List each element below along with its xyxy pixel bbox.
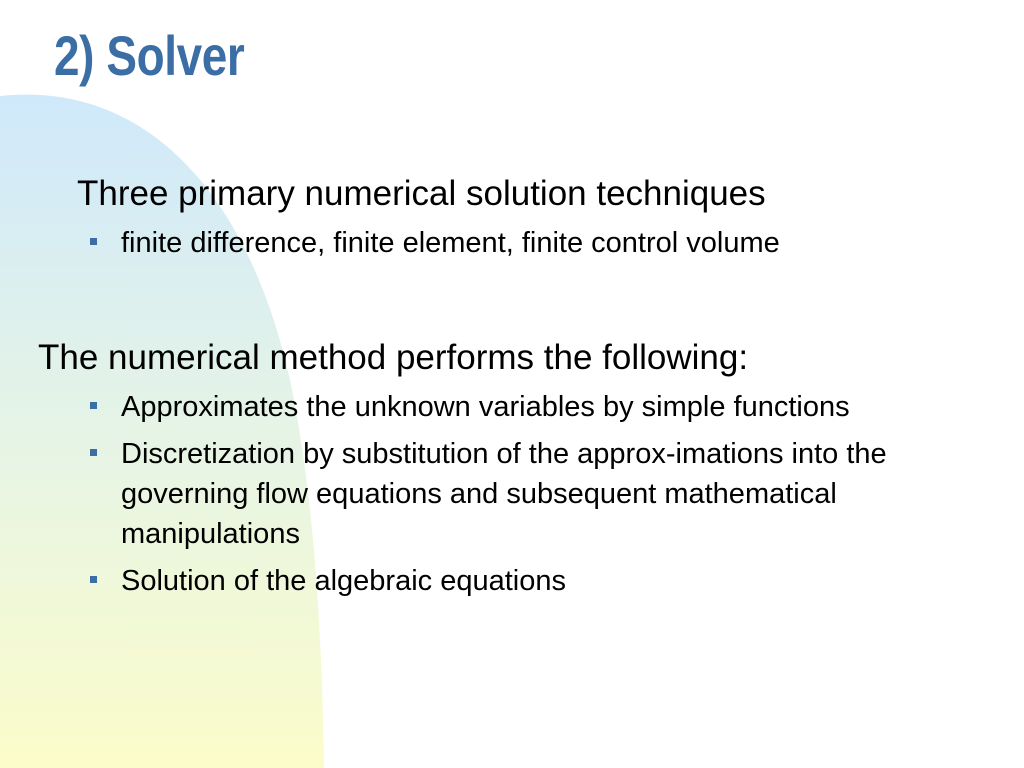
square-bullet-icon (90, 576, 97, 583)
bullet-text: Discretization by substitution of the approx-imations into the governing flow equations and subsequent mathematical manipulations (121, 438, 887, 550)
section-numerical-method (38, 336, 981, 601)
bullet-list (121, 223, 780, 263)
bullet-item (121, 223, 780, 263)
slide-title: 2) Solver (54, 24, 245, 87)
bullet-text: Approximates the unknown variables by simple functions (121, 391, 850, 423)
bullet-list (121, 387, 981, 601)
bullet-item (121, 387, 981, 427)
square-bullet-icon (90, 238, 97, 245)
section-heading: Three primary numerical solution techniques (77, 174, 766, 213)
bullet-item (121, 561, 981, 601)
bullet-text: finite difference, finite element, finite control volume (121, 227, 780, 259)
section-solution-techniques (77, 172, 780, 263)
square-bullet-icon (90, 449, 97, 456)
square-bullet-icon (90, 402, 97, 409)
bullet-text: Solution of the algebraic equations (121, 565, 566, 597)
section-heading: The numerical method performs the following: (38, 338, 749, 377)
bullet-item (121, 434, 981, 554)
